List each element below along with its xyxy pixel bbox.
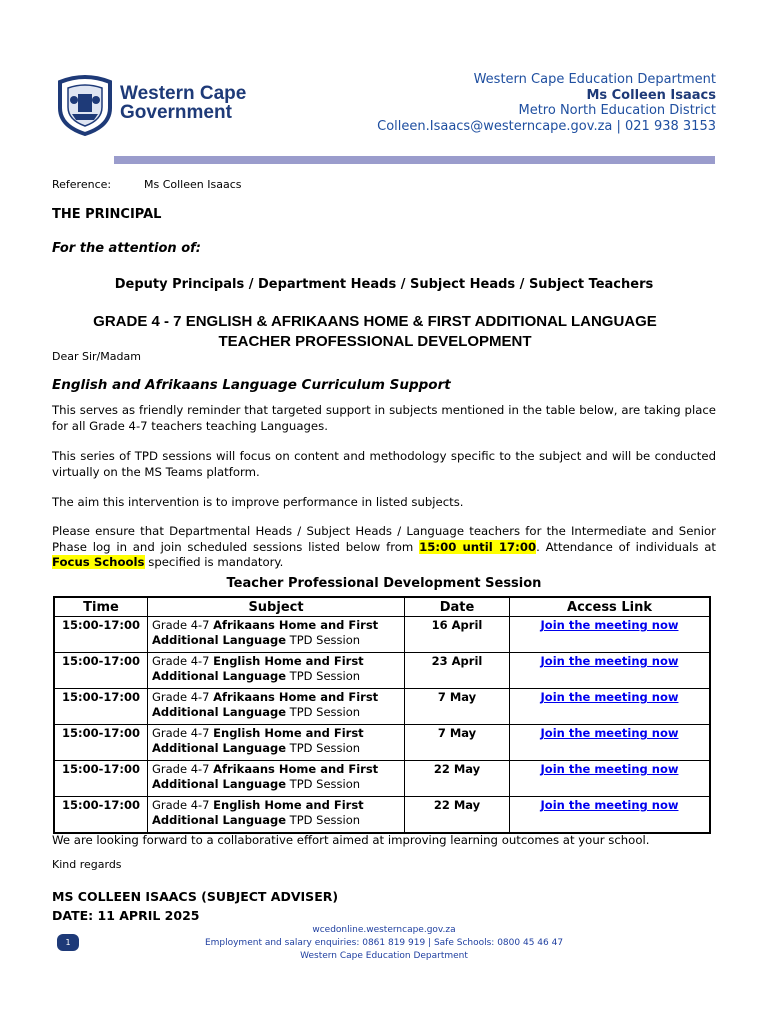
time-highlight: 15:00 until 17:00: [419, 539, 537, 554]
cell-access-link: [510, 653, 711, 689]
addressee: THE PRINCIPAL: [52, 207, 162, 222]
column-header-date: Date: [405, 597, 510, 617]
cell-access-link: [510, 617, 711, 653]
cell-access-link: [510, 725, 711, 761]
table-row: [54, 653, 710, 689]
cell-subject: Grade 4-7 Afrikaans Home and First Additional Language TPD Session: [148, 617, 405, 653]
cell-subject: Grade 4-7 Afrikaans Home and First Additional Language TPD Session: [148, 761, 405, 797]
reference-label: Reference:: [52, 178, 112, 191]
coat-of-arms-icon: [54, 74, 116, 136]
table-row: [54, 797, 710, 834]
cell-date: 16 April: [405, 617, 510, 653]
join-meeting-link[interactable]: Join the meeting now: [540, 690, 679, 704]
page-number-badge: 1: [57, 934, 79, 951]
footer-enquiries: Employment and salary enquiries: 0861 819 919 | Safe Schools: 0800 45 46 47: [204, 938, 564, 948]
join-meeting-link[interactable]: Join the meeting now: [540, 654, 679, 668]
cell-subject: Grade 4-7 English Home and First Additional Language TPD Session: [148, 725, 405, 761]
cell-time: 15:00-17:00: [54, 797, 148, 834]
signature-date: DATE: 11 APRIL 2025: [52, 908, 200, 923]
cell-date: 22 May: [405, 797, 510, 834]
table-row: [54, 689, 710, 725]
cell-subject: Grade 4-7 English Home and First Additional Language TPD Session: [148, 653, 405, 689]
cell-date: 22 May: [405, 761, 510, 797]
department-name: Western Cape Education Department: [473, 72, 716, 87]
document-title: GRADE 4 - 7 ENGLISH & AFRIKAANS HOME & FIRST ADDITIONAL LANGUAGE TEACHER PROFESSIONAL DEVELOPMENT: [93, 313, 657, 350]
table-row: [54, 761, 710, 797]
table-title: Teacher Professional Development Session: [226, 576, 542, 591]
salutation: Dear Sir/Madam: [52, 350, 141, 363]
cell-date: 23 April: [405, 653, 510, 689]
paragraph-instructions: Please ensure that Departmental Heads / Subject Heads / Language teachers for the Intermediate and Senior Phase log in and join scheduled sessions listed below from 15:00 until 17:00. Attendance of individuals at Focus Schools specified is mandatory.: [52, 524, 716, 569]
table-row: [54, 617, 710, 653]
paragraph-aim: The aim this intervention is to improve performance in listed subjects.: [52, 495, 464, 509]
reference-value: Ms Colleen Isaacs: [144, 178, 242, 191]
district-name: Metro North Education District: [518, 103, 716, 118]
signature-name: MS COLLEEN ISAACS (SUBJECT ADVISER): [52, 889, 339, 904]
cell-subject: Grade 4-7 English Home and First Additional Language TPD Session: [148, 797, 405, 834]
contact-name: Ms Colleen Isaacs: [586, 87, 716, 103]
attention-line: For the attention of:: [52, 241, 201, 256]
join-meeting-link[interactable]: Join the meeting now: [540, 726, 679, 740]
logo-wordmark: Western Cape Government: [120, 83, 247, 123]
cell-access-link: [510, 797, 711, 834]
footer-department: Western Cape Education Department: [300, 951, 468, 961]
subheading: English and Afrikaans Language Curriculum Support: [52, 377, 451, 393]
cell-date: 7 May: [405, 725, 510, 761]
session-schedule-table: [53, 596, 711, 834]
paragraph-series: This series of TPD sessions will focus on content and methodology specific to the subject and will be conducted virtually on the MS Teams platform.: [52, 449, 716, 479]
column-header-access-link: Access Link: [510, 597, 711, 617]
cell-access-link: [510, 761, 711, 797]
reference-line: [52, 178, 242, 191]
join-meeting-link[interactable]: Join the meeting now: [540, 798, 679, 812]
join-meeting-link[interactable]: Join the meeting now: [540, 762, 679, 776]
column-header-time: Time: [54, 597, 148, 617]
cell-time: 15:00-17:00: [54, 725, 148, 761]
cell-access-link: [510, 689, 711, 725]
header-divider: [114, 156, 715, 164]
signature-block: [52, 887, 338, 925]
cell-time: 15:00-17:00: [54, 761, 148, 797]
cell-time: 15:00-17:00: [54, 617, 148, 653]
department-contact-block: [377, 72, 716, 134]
table-header-row: [54, 597, 710, 617]
contact-details: Colleen.Isaacs@westerncape.gov.za | 021 938 3153: [377, 118, 716, 134]
closing-paragraph: We are looking forward to a collaborative effort aimed at improving learning outcomes at your school.: [52, 833, 650, 847]
paragraph-reminder: This serves as friendly reminder that targeted support in subjects mentioned in the table below, are taking place for all Grade 4-7 teachers teaching Languages.: [52, 403, 716, 433]
join-meeting-link[interactable]: Join the meeting now: [540, 618, 679, 632]
footer: [0, 924, 768, 963]
footer-website: wcedonline.westerncape.gov.za: [312, 925, 456, 935]
table-row: [54, 725, 710, 761]
column-header-subject: Subject: [148, 597, 405, 617]
regards: Kind regards: [52, 858, 122, 871]
recipients-line: Deputy Principals / Department Heads / Subject Heads / Subject Teachers: [114, 277, 654, 292]
focus-schools-highlight: Focus Schools: [52, 555, 145, 569]
cell-time: 15:00-17:00: [54, 689, 148, 725]
cell-time: 15:00-17:00: [54, 653, 148, 689]
cell-subject: Grade 4-7 Afrikaans Home and First Additional Language TPD Session: [148, 689, 405, 725]
cell-date: 7 May: [405, 689, 510, 725]
